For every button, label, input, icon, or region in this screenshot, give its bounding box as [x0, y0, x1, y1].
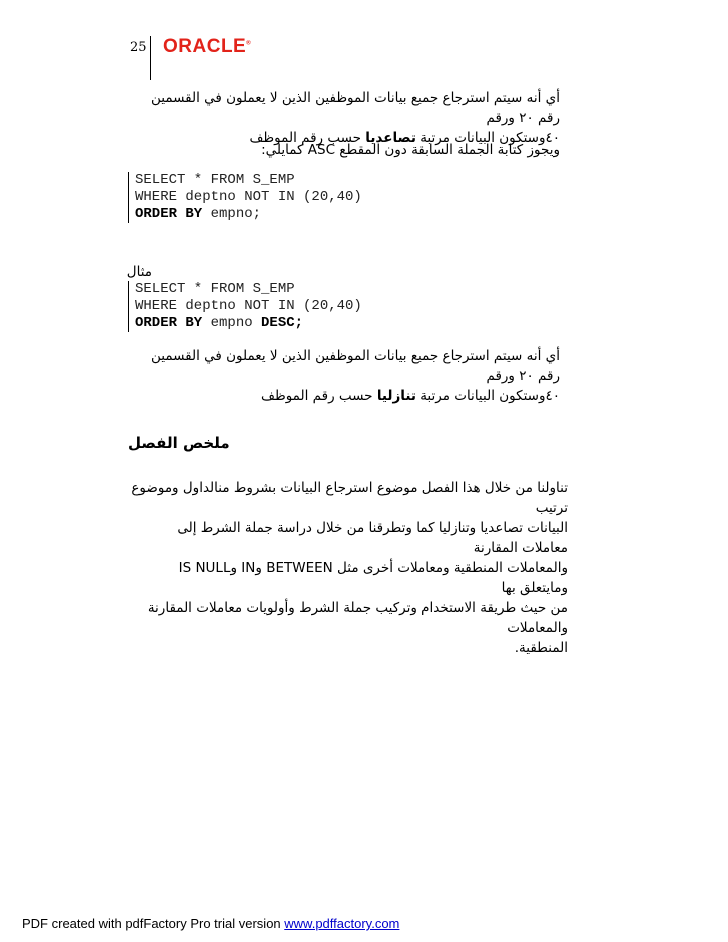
- summary-paragraph: [128, 478, 568, 658]
- oracle-logo: ORACLE®: [163, 36, 252, 57]
- code-line: ORDER BY empno;: [135, 206, 262, 222]
- paragraph-asc-note: [128, 140, 560, 160]
- paragraph-line: ويجوز كتابة الجملة السابقة دون المقطع ASC كمايلي:: [261, 142, 560, 158]
- paragraph-line: البيانات تصاعديا وتنازليا كما وتطرقنا من خلال دراسة جملة الشرط إلى معاملات المقارنة: [177, 520, 568, 556]
- code-block-ascending: [128, 172, 362, 223]
- paragraph-line: أي أنه سيتم استرجاع جميع بيانات الموظفين الذين لا يعملون في القسمين رقم ٢٠ ورقم: [150, 348, 560, 384]
- section-heading: ملخص الفصل: [128, 434, 230, 452]
- code-line: WHERE deptno NOT IN (20,40): [135, 189, 362, 205]
- code-line: SELECT * FROM S_EMP: [135, 172, 295, 188]
- paragraph-line: تناولنا من خلال هذا الفصل موضوع استرجاع البيانات بشروط منالداول وموضوع ترتيب: [131, 480, 568, 516]
- paragraph-line: المنطقية.: [514, 640, 568, 656]
- header-divider: [150, 36, 151, 80]
- code-line: SELECT * FROM S_EMP: [135, 281, 295, 297]
- paragraph-line: ٤٠وستكون البيانات مرتبة تصاعديا حسب رقم الموظف: [249, 130, 560, 146]
- paragraph-line: أي أنه سيتم استرجاع جميع بيانات الموظفين الذين لا يعملون في القسمين رقم ٢٠ ورقم: [150, 90, 560, 126]
- code-line: ORDER BY empno DESC;: [135, 315, 304, 331]
- pdf-footer: [22, 916, 399, 931]
- example-label: مثال: [126, 264, 152, 280]
- page-number: 25: [130, 40, 147, 55]
- paragraph-line: من حيث طريقة الاستخدام وتركيب جملة الشرط وأولويات معاملات المقارنة والمعاملات: [147, 600, 568, 636]
- code-block-descending: [128, 281, 362, 332]
- paragraph-ascending: [128, 88, 560, 148]
- paragraph-line: والمعاملات المنطقية ومعاملات أخرى مثل BETWEEN وIN وIS NULL ومايتعلق بها: [178, 560, 568, 596]
- footer-link[interactable]: www.pdffactory.com: [284, 916, 400, 931]
- footer-text: PDF created with pdfFactory Pro trial version: [22, 916, 285, 931]
- paragraph-line: ٤٠وستكون البيانات مرتبة تنازليا حسب رقم الموظف: [260, 388, 560, 404]
- code-line: WHERE deptno NOT IN (20,40): [135, 298, 362, 314]
- paragraph-descending: [128, 346, 560, 406]
